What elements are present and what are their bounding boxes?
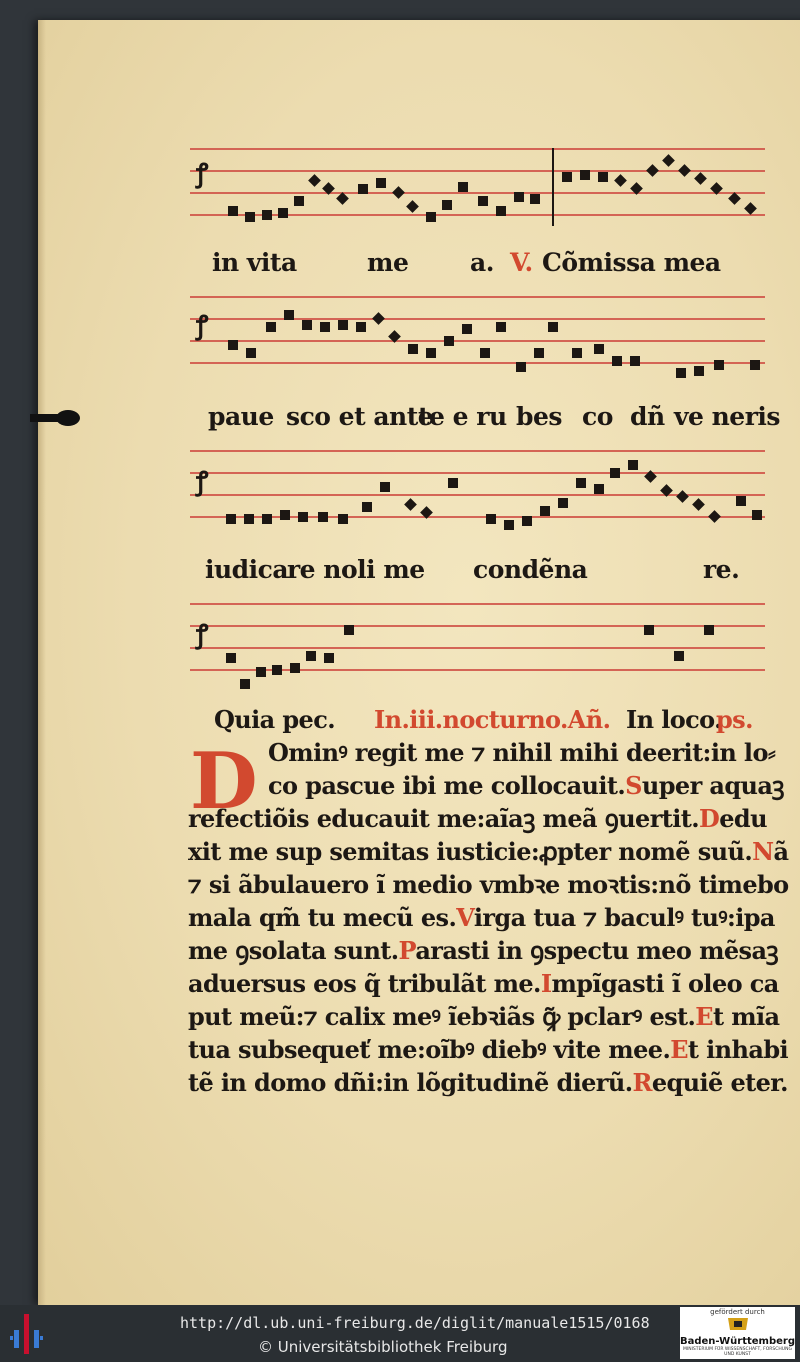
page-url-link[interactable]: http://dl.ub.uni-freiburg.de/diglit/manuale1515/0168 — [180, 1314, 650, 1332]
sponsor-top-text: gefördert durch — [710, 1308, 765, 1316]
psalm-line-6 — [188, 901, 775, 934]
psalm-line-1 — [268, 736, 776, 769]
text-span: equiẽ eter. — [651, 1068, 788, 1097]
copyright-text: © Universitätsbibliothek Freiburg — [258, 1338, 508, 1356]
rubric-capital: E — [670, 1035, 688, 1064]
psalm-line-8 — [188, 967, 779, 1000]
music-staff-1 — [190, 148, 765, 228]
decorated-initial: D — [190, 736, 258, 827]
text-span: tua subsequeť me:oĩbꝰ diebꝰ vite mee. — [188, 1035, 671, 1064]
versicle-mark: V. — [510, 248, 533, 277]
text-span: me ꝯsolata sunt. — [188, 936, 399, 965]
text-span: t mĩa — [713, 1002, 780, 1031]
library-logo-icon[interactable] — [10, 1312, 44, 1356]
sponsor-subtitle: MINISTERIUM FÜR WISSENSCHAFT, FORSCHUNG UND KUNST — [683, 1347, 792, 1357]
sponsor-name: Baden-Württemberg — [680, 1336, 796, 1347]
lyric-syllable: ve neris — [674, 402, 780, 431]
psalm-line-10 — [188, 1033, 789, 1066]
rubric-capital: N — [752, 837, 774, 866]
text-span: refectiõis educauit me:aĩaꝫ meã ꝯuertit. — [188, 804, 700, 833]
rubric-capital: D — [699, 804, 720, 833]
text-span: Quia pec. — [214, 705, 335, 734]
psalm-line-4 — [188, 835, 789, 868]
lyric-syllable: paue — [208, 402, 274, 431]
rubric-capital: R — [632, 1068, 652, 1097]
lyric-syllable: bes — [516, 402, 562, 431]
psalm-line-11 — [188, 1066, 788, 1099]
text-span: co pascue ibi me collocauit. — [268, 771, 626, 800]
clef-icon: ꝭ — [196, 467, 209, 497]
bookmark-tab-icon[interactable] — [30, 405, 82, 431]
text-span: mala qm̃ tu mecũ es. — [188, 903, 457, 932]
rubric-text: ps. — [716, 705, 753, 734]
psalm-line-3 — [188, 802, 768, 835]
music-staff-3 — [190, 450, 765, 530]
text-span: Ominꝰ regit me ⁊ nihil mihi deerit:in lo⸗ — [268, 738, 776, 767]
text-span: mpĩgasti ĩ oleo ca — [551, 969, 779, 998]
lyric-syllable: condẽna — [473, 555, 588, 584]
rubric-capital: E — [695, 1002, 713, 1031]
page-edge — [38, 20, 46, 1305]
sponsor-logo[interactable] — [680, 1307, 795, 1359]
rubric-text: In.iii.nocturno.Añ. — [374, 705, 611, 734]
psalm-line-7 — [188, 934, 779, 967]
lyric-syllable: re noli me — [287, 555, 425, 584]
lyric-syllable: iudica — [205, 555, 289, 584]
text-span: tẽ in domo dñi:in lõgitudinẽ dierũ. — [188, 1068, 633, 1097]
lyric-syllable: sco et ante — [286, 402, 434, 431]
lyric-syllable: te e ru — [418, 402, 507, 431]
text-span: put meũ:⁊ calix meꝰ ĩebꝛiãs ꝙ̃ pclarꝰ est. — [188, 1002, 696, 1031]
clef-icon: ꝭ — [196, 311, 209, 341]
lyric-syllable: me — [367, 248, 409, 277]
lyric-syllable: dñ — [630, 402, 665, 431]
text-span: irga tua ⁊ baculꝰ tuꝰ:ipa — [473, 903, 775, 932]
clef-icon: ꝭ — [196, 620, 209, 650]
text-span: In loco. — [626, 705, 722, 734]
music-staff-2 — [190, 296, 765, 376]
text-span: xit me sup semitas iusticie:ꝓpter nomẽ suũ. — [188, 837, 753, 866]
clef-icon: ꝭ — [196, 159, 209, 189]
lyric-syllable: a. — [470, 248, 494, 277]
text-span: edu — [719, 804, 767, 833]
rubric-capital: V — [456, 903, 474, 932]
rubric-capital: P — [398, 936, 416, 965]
text-span: uper aquaꝫ — [641, 771, 784, 800]
rubric-capital: I — [540, 969, 552, 998]
music-staff-4 — [190, 603, 765, 683]
text-span: ⁊ si ãbulauero ĩ medio vmbꝛe moꝛtis:nõ timebo — [188, 870, 789, 899]
lyric-syllable: in vita — [212, 248, 297, 277]
text-span: arasti in ꝯspectu meo mẽsaꝫ — [415, 936, 779, 965]
lyric-syllable: re. — [703, 555, 740, 584]
psalm-line-2 — [268, 769, 784, 802]
rubric-capital: S — [625, 771, 642, 800]
lyric-syllable: co — [582, 402, 613, 431]
psalm-line-9 — [188, 1000, 780, 1033]
lyric-syllable: Cõmissa mea — [542, 248, 721, 277]
psalm-line-5 — [188, 868, 789, 901]
text-span: ã — [773, 837, 789, 866]
coat-of-arms-icon — [725, 1316, 751, 1332]
text-span: t inhabi — [687, 1035, 789, 1064]
text-span: aduersus eos q̃ tribulãt me. — [188, 969, 541, 998]
